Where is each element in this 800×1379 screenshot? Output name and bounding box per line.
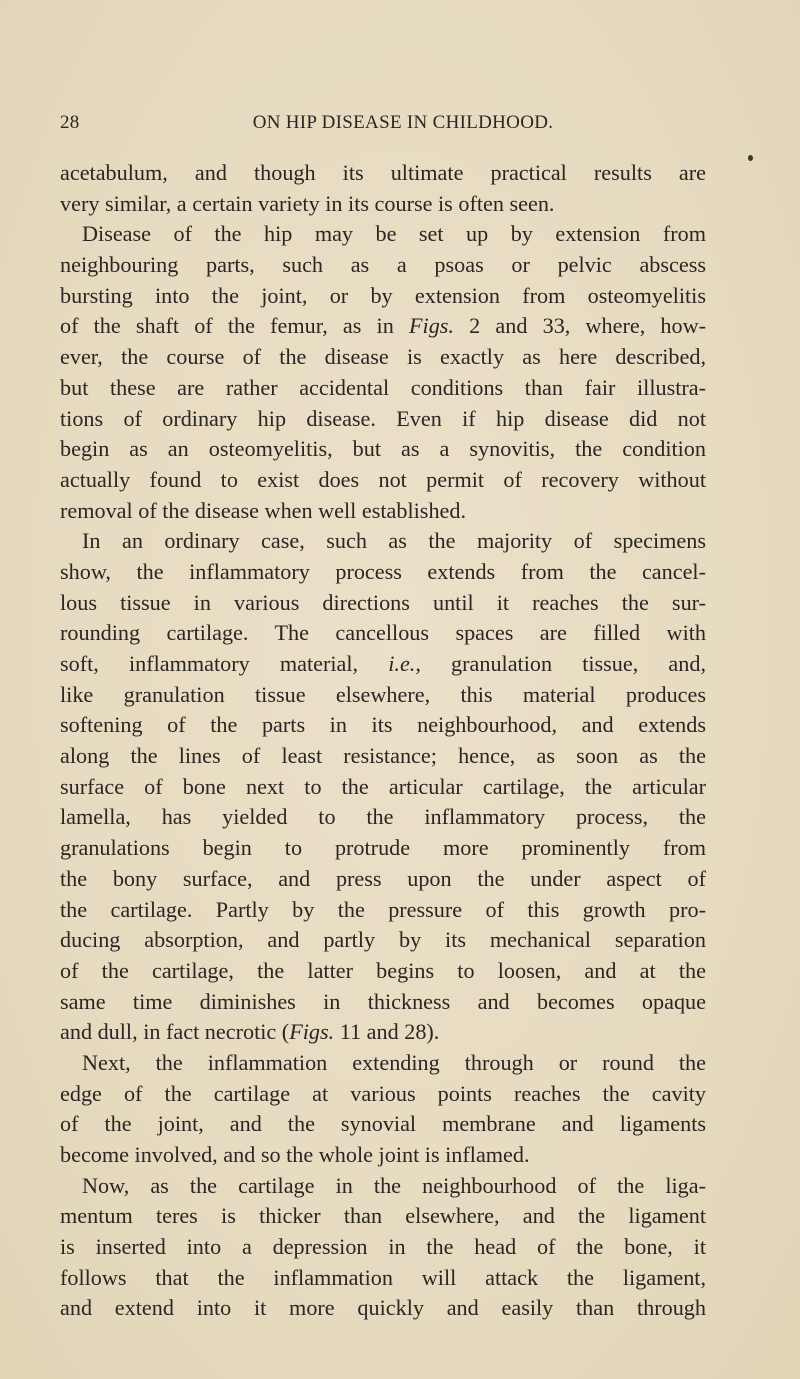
running-title: ON HIP DISEASE IN CHILDHOOD. xyxy=(252,112,554,133)
text-line: the cartilage. Partly by the pressure of this growth pro- xyxy=(60,896,706,922)
text-line: show, the inflammatory process extends from the cancel- xyxy=(60,558,706,584)
text-line: ducing absorption, and partly by its mechanical separation xyxy=(60,927,706,953)
text-line: softening of the parts in its neighbourhood, and extends xyxy=(60,712,706,738)
text-line: neighbouring parts, such as a psoas or pelvic abscess xyxy=(60,252,706,278)
text-line: bursting into the joint, or by extension from osteomyelitis xyxy=(60,282,706,308)
text-line: soft, inflammatory material, i.e., granulation tissue, and, xyxy=(60,651,706,676)
text-line: of the shaft of the femur, as in Figs. 2 and 33, where, how- xyxy=(60,313,706,339)
running-head xyxy=(60,112,710,142)
text-line: very similar, a certain variety in its course is often seen. xyxy=(60,190,555,216)
text-line: but these are rather accidental conditions than fair illustra- xyxy=(60,374,706,400)
text-line: acetabulum, and though its ultimate practical results are xyxy=(60,160,706,185)
text-line: removal of the disease when well established. xyxy=(60,497,467,523)
text-line: of the cartilage, the latter begins to loosen, and at the xyxy=(60,957,706,983)
text-line: become involved, and so the whole joint is inflamed. xyxy=(60,1142,530,1167)
text-line: ever, the course of the disease is exactly as here described, xyxy=(60,344,706,370)
text-line: surface of bone next to the articular cartilage, the articular xyxy=(60,773,706,799)
paragraph-start-line: Next, the inflammation extending through or round the xyxy=(82,1049,706,1075)
page-number: 28 xyxy=(60,112,80,133)
text-line: the bony surface, and press upon the under aspect of xyxy=(60,865,706,891)
text-line: tions of ordinary hip disease. Even if hip disease did not xyxy=(60,405,706,431)
paragraph-start-line: Disease of the hip may be set up by extension from xyxy=(82,221,706,247)
text-line: follows that the inflammation will attack the ligament, xyxy=(60,1264,706,1290)
text-line: actually found to exist does not permit of recovery without xyxy=(60,466,706,492)
text-line: mentum teres is thicker than elsewhere, and the ligament xyxy=(60,1203,706,1229)
text-line: is inserted into a depression in the head of the bone, it xyxy=(60,1234,706,1260)
text-line: lous tissue in various directions until it reaches the sur- xyxy=(60,589,706,615)
text-line: like granulation tissue elsewhere, this material produces xyxy=(60,681,706,707)
text-line: of the joint, and the synovial membrane and ligaments xyxy=(60,1111,706,1137)
text-line: along the lines of least resistance; hence, as soon as the xyxy=(60,743,706,769)
ink-speck xyxy=(748,155,753,161)
text-line: and extend into it more quickly and easily than through xyxy=(60,1295,706,1321)
text-line: and dull, in fact necrotic (Figs. 11 and 28). xyxy=(60,1019,440,1045)
text-line: lamella, has yielded to the inflammatory process, the xyxy=(60,804,706,830)
text-line: edge of the cartilage at various points reaches the cavity xyxy=(60,1080,706,1106)
text-line: granulations begin to protrude more prominently from xyxy=(60,835,706,861)
text-line: begin as an osteomyelitis, but as a synovitis, the condition xyxy=(60,436,706,462)
paragraph-start-line: Now, as the cartilage in the neighbourhood of the liga- xyxy=(82,1172,706,1198)
paragraph-start-line: In an ordinary case, such as the majority of specimens xyxy=(82,528,706,554)
body-text xyxy=(60,158,706,1324)
text-line: rounding cartilage. The cancellous spaces are filled with xyxy=(60,620,706,646)
text-line: same time diminishes in thickness and becomes opaque xyxy=(60,988,706,1014)
